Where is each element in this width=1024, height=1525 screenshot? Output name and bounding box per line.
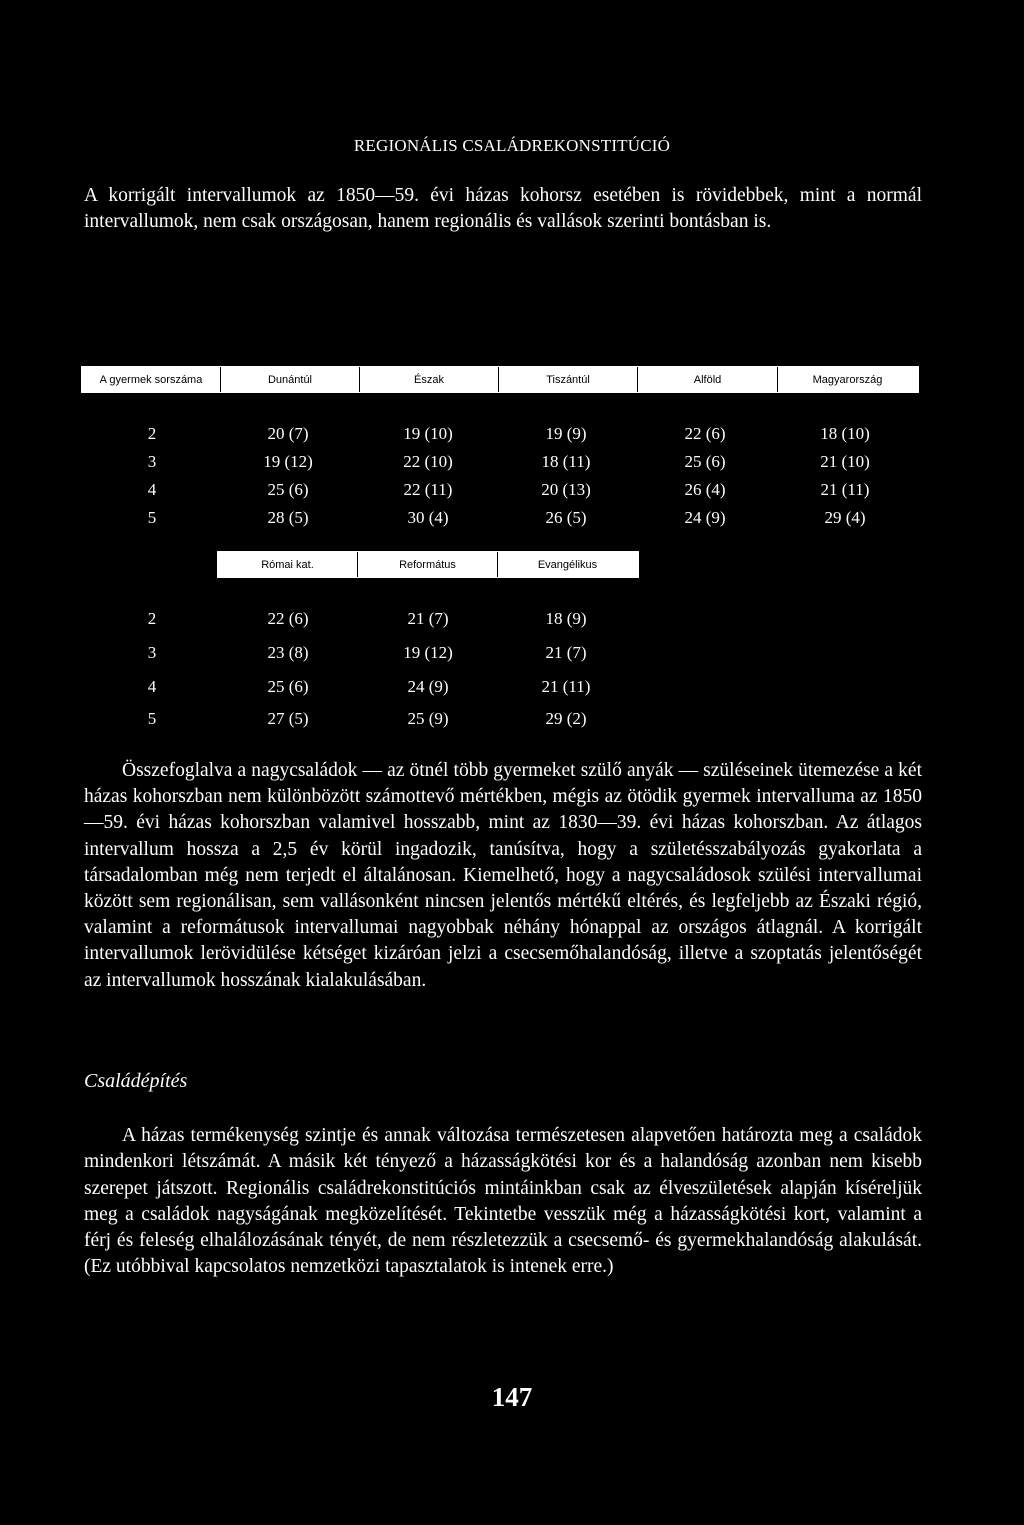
cell-reformatus: 21 (7) xyxy=(407,609,449,628)
cell-eszak: 19 (10) xyxy=(403,424,453,443)
cell-order: 5 xyxy=(147,508,157,527)
header-eszak: Észak xyxy=(360,367,499,392)
cell-magyarorszag: 18 (10) xyxy=(820,424,870,443)
cell-tiszantul: 26 (5) xyxy=(545,508,587,527)
summary-paragraph: Összefoglalva a nagycsaládok — az ötnél több gyermeket szülő anyák — szüléseinek ütemezése a két házas kohorszban nem különbözött számottevő mértékben, mégis az ötödik gyermek intervalluma az 1850—59. évi házas kohorszban valamivel hosszabb, mint az 1830—39. évi házas kohorszban. Az átlagos intervallum hossza a 2,5 év körül ingadozik, tanúsítva, hogy a születésszabályozás gyakorlata a társadalomban még nem terjedt el általánosan. Kiemelhető, hogy a nagycsaládosok szülési intervallumai között sem regionálisan, sem vallásonként nincsen jelentős mértékű eltérés, és legfeljebb az Északi régió, valamint a reformátusok intervallumai nagyobbak néhány hónappal az országos átlagnál. A korrigált intervallumok lerövidülése kétséget kizáróan jelzi a csecsemőhalandóság, illetve a szoptatás jelentőségét az intervallumok hosszának kialakulásában. xyxy=(84,760,922,991)
header-tiszantul: Tiszántúl xyxy=(499,367,638,392)
cell-evangelikus: 18 (9) xyxy=(545,609,587,628)
cell-romai-kat: 25 (6) xyxy=(267,677,309,696)
page-number: 147 xyxy=(491,1382,533,1412)
cell-eszak: 22 (10) xyxy=(403,452,453,471)
cell-romai-kat: 23 (8) xyxy=(267,643,309,662)
section-heading: Családépítés xyxy=(84,1070,188,1092)
cell-eszak: 30 (4) xyxy=(407,508,449,527)
table-row xyxy=(0,709,1024,735)
intro-paragraph: A korrigált intervallumok az 1850—59. évi házas kohorsz esetében is rövidebbek, mint a normál intervallumok, nem csak országosan, hanem regionális és vallások szerinti bontásban is. xyxy=(84,185,922,232)
table-row xyxy=(0,677,1024,703)
table-row xyxy=(0,452,1024,478)
cell-evangelikus: 21 (7) xyxy=(545,643,587,662)
cell-tiszantul: 19 (9) xyxy=(545,424,587,443)
cell-romai-kat: 27 (5) xyxy=(267,709,309,728)
cell-evangelikus: 29 (2) xyxy=(545,709,587,728)
cell-order: 3 xyxy=(147,643,157,662)
cell-reformatus: 25 (9) xyxy=(407,709,449,728)
cell-order: 3 xyxy=(147,452,157,471)
cell-reformatus: 19 (12) xyxy=(403,643,453,662)
cell-order: 2 xyxy=(147,424,157,443)
cell-dunantul: 20 (7) xyxy=(267,424,309,443)
cell-magyarorszag: 21 (10) xyxy=(820,452,870,471)
header-magyarorszag: Magyarország xyxy=(778,367,917,392)
cell-order: 2 xyxy=(147,609,157,628)
cell-order: 5 xyxy=(147,709,157,728)
table-row xyxy=(0,609,1024,635)
cell-tiszantul: 20 (13) xyxy=(541,480,591,499)
cell-dunantul: 28 (5) xyxy=(267,508,309,527)
family-building-paragraph: A házas termékenység szintje és annak változása természetesen alapvetően határozta meg a családok mindenkori létszámát. A másik két tényező a házasságkötési kor és a halandóság azonban nem kisebb szerepet játszott. Regionális családrekonstitúciós mintáinkban csak az élveszületések alapján kíséreljük meg a családok nagyságának megközelítését. Tekintetbe vesszük még a házasságkötési kort, valamint a férj és feleség elhalálozásának tényét, de nem részletezzük a csecsemő- és gyermekhalandóság alakulását. (Ez utóbbival kapcsolatos nemzetközi tapasztalatok is intenek erre.) xyxy=(84,1125,922,1278)
table-row xyxy=(0,480,1024,506)
table-row xyxy=(0,508,1024,534)
table-row xyxy=(0,643,1024,669)
cell-alfold: 26 (4) xyxy=(684,480,726,499)
cell-order: 4 xyxy=(147,480,157,499)
header-dunantul: Dunántúl xyxy=(221,367,360,392)
regions-table-header xyxy=(81,366,919,393)
cell-tiszantul: 18 (11) xyxy=(541,452,591,471)
cell-romai-kat: 22 (6) xyxy=(267,609,309,628)
cell-dunantul: 25 (6) xyxy=(267,480,309,499)
cell-reformatus: 24 (9) xyxy=(407,677,449,696)
cell-evangelikus: 21 (11) xyxy=(541,677,591,696)
cell-alfold: 25 (6) xyxy=(684,452,726,471)
header-evangelikus: Evangélikus xyxy=(498,552,637,577)
cell-magyarorszag: 21 (11) xyxy=(820,480,870,499)
header-child-order: A gyermek sorszáma xyxy=(82,367,221,392)
cell-order: 4 xyxy=(147,677,157,696)
header-romai-kat: Római kat. xyxy=(218,552,358,577)
header-reformatus: Református xyxy=(358,552,498,577)
header-alfold: Alföld xyxy=(638,367,778,392)
cell-dunantul: 19 (12) xyxy=(263,452,313,471)
table-row xyxy=(0,424,1024,450)
religions-table-header xyxy=(217,551,639,578)
cell-eszak: 22 (11) xyxy=(403,480,453,499)
cell-magyarorszag: 29 (4) xyxy=(824,508,866,527)
cell-alfold: 22 (6) xyxy=(684,424,726,443)
cell-alfold: 24 (9) xyxy=(684,508,726,527)
running-head: REGIONÁLIS CSALÁDREKONSTITÚCIÓ xyxy=(353,136,671,155)
